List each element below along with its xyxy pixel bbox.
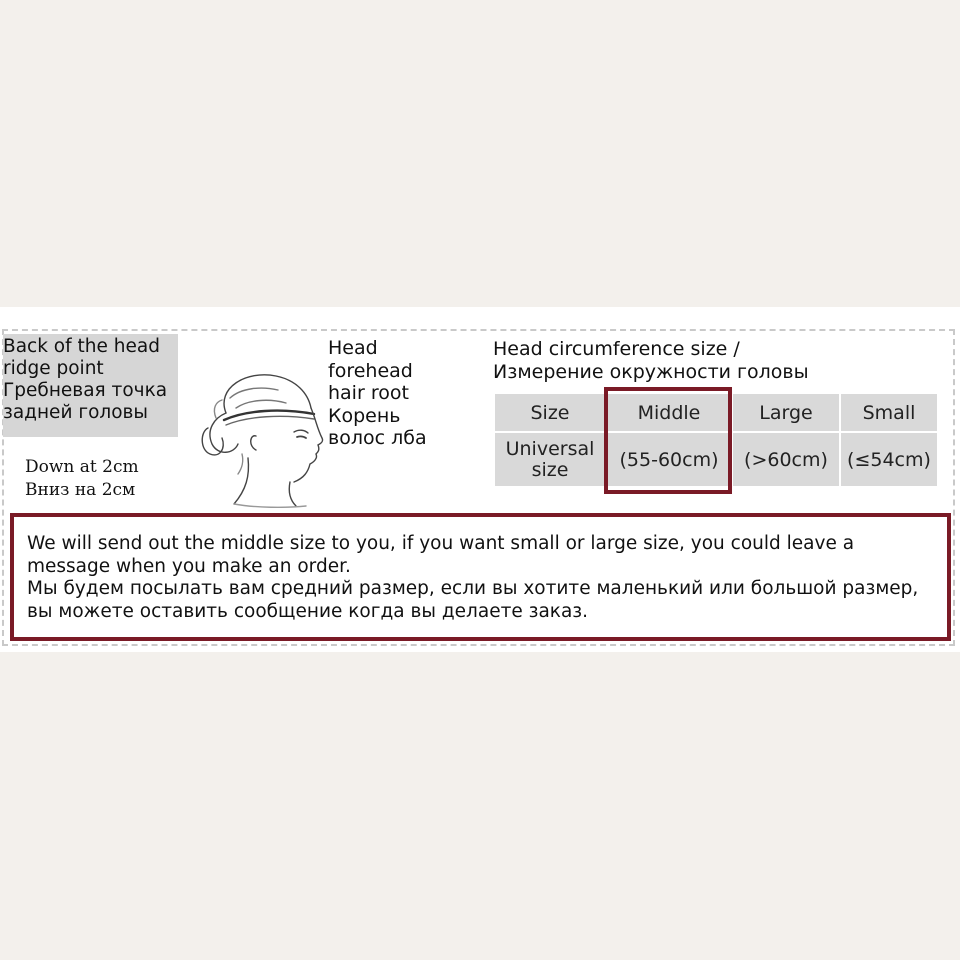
size-table-value-row (495, 433, 937, 486)
head-label-line-2: forehead (328, 359, 413, 382)
header-small: Small (841, 394, 937, 431)
woman-head-headband-icon (186, 358, 336, 508)
back-of-head-ridge-label (3, 334, 178, 437)
header-large: Large (733, 394, 839, 431)
circumference-title (493, 338, 809, 384)
ridge-line-3: Гребневая точка (3, 380, 168, 401)
down-note-ru: Вниз на 2см (25, 480, 136, 500)
small-range: (≤54cm) (841, 433, 937, 486)
head-label-line-4: Корень (328, 404, 401, 427)
head-label-line-5: волос лба (328, 427, 427, 449)
head-label-line-3: hair root (328, 382, 409, 404)
forehead-hair-root-label (328, 337, 427, 450)
header-size: Size (495, 394, 605, 431)
size-table (493, 392, 939, 488)
order-notice (10, 513, 951, 641)
size-table-header-row (495, 394, 937, 431)
circumference-title-en: Head circumference size / (493, 338, 740, 360)
header-middle: Middle (607, 394, 731, 431)
down-note (25, 456, 139, 502)
head-label-line-1: Head (328, 337, 378, 359)
notice-line-1: We will send out the middle size to you, if you want small or large size, you could leave a (27, 533, 855, 554)
ridge-line-1: Back of the head (3, 336, 160, 357)
notice-line-2: message when you make an order. (27, 555, 351, 577)
universal-size-label: Universal size (505, 437, 595, 481)
ridge-line-2: ridge point (3, 358, 104, 379)
notice-line-4: вы можете оставить сообщение когда вы делаете заказ. (27, 600, 589, 622)
size-guide-panel (0, 307, 960, 652)
ridge-line-4: задней головы (3, 402, 149, 423)
circumference-title-ru: Измерение окружности головы (493, 361, 809, 383)
large-range: (>60cm) (733, 433, 839, 486)
middle-range: (55-60cm) (607, 433, 731, 486)
down-note-en: Down at 2cm (25, 457, 139, 477)
notice-line-3: Мы будем посылать вам средний размер, если вы хотите маленький или большой размер, (27, 578, 919, 599)
